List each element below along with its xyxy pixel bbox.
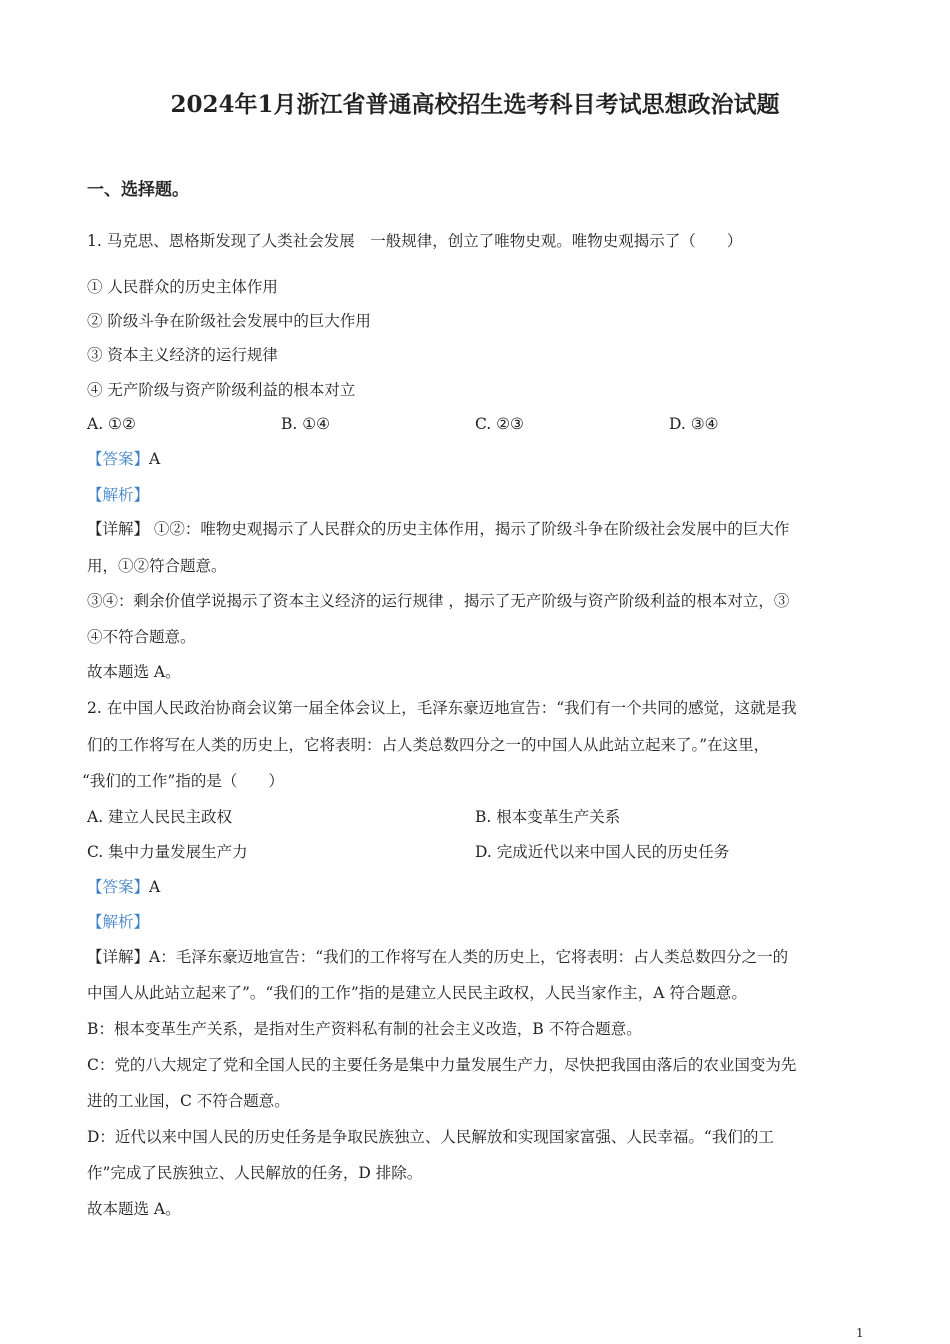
q1-detail-line: ③④：剩余价值学说揭示了资本主义经济的运行规律 ，揭示了无产阶级与资产阶级利益的根本对立，③	[87, 592, 790, 610]
q1-item: ④ 无产阶级与资产阶级利益的根本对立	[87, 381, 356, 399]
answer-value: A	[149, 878, 161, 896]
q2-detail-line: 作”完成了民族独立、人民解放的任务，D 排除。	[87, 1164, 423, 1182]
q2-detail-line: D：近代以来中国人民的历史任务是争取民族独立、人民解放和实现国家富强、人民幸福。“我们的工	[87, 1128, 774, 1146]
q2-detail-line: 中国人从此站立起来了”。“我们的工作”指的是建立人民民主政权，人民当家作主，A 符合题意。	[87, 984, 747, 1002]
q2-detail-line: C：党的八大规定了党和全国人民的主要任务是集中力量发展生产力，尽快把我国由落后的农业国变为先	[87, 1056, 797, 1074]
q1-option-a: A. ①②	[87, 415, 136, 433]
q2-detail-line: 故本题选 A。	[87, 1200, 181, 1218]
q2-stem-line: 们的工作将写在人类的历史上，它将表明：占人类总数四分之一的中国人从此站立起来了。”在这里，	[87, 736, 770, 754]
q1-detail-line: ④不符合题意。	[87, 628, 196, 646]
q2-option-a: A. 建立人民民主政权	[87, 808, 233, 826]
q1-answer	[87, 449, 160, 469]
q2-detail-line: 进的工业国，C 不符合题意。	[87, 1092, 290, 1110]
q1-detail-line: 用，①②符合题意。	[87, 557, 227, 575]
q2-detail-line: 【详解】A：毛泽东豪迈地宣告：“我们的工作将写在人类的历史上，它将表明：占人类总数四分之一的	[87, 948, 789, 966]
q1-item: ① 人民群众的历史主体作用	[87, 278, 278, 296]
q1-stem: 1. 马克思、恩格斯发现了人类社会发展 一般规律，创立了唯物史观。唯物史观揭示了（ ）	[87, 232, 743, 250]
q2-stem-line: 2. 在中国人民政治协商会议第一届全体会议上，毛泽东豪迈地宣告：“我们有一个共同的感觉，这就是我	[87, 699, 797, 717]
q1-item: ③ 资本主义经济的运行规律	[87, 346, 278, 364]
q2-stem-line: “我们的工作”指的是（ ）	[82, 772, 284, 790]
q1-analysis-label: 【解析】	[87, 486, 150, 504]
page-number: 1	[856, 1326, 864, 1340]
q1-option-c: C. ②③	[475, 415, 524, 433]
answer-label: 【答案】	[87, 450, 150, 468]
answer-value: A	[149, 450, 161, 468]
q1-detail-line: 故本题选 A。	[87, 663, 181, 681]
page-title: 2024年1月浙江省普通高校招生选考科目考试思想政治试题	[170, 91, 780, 118]
q2-option-d: D. 完成近代以来中国人民的历史任务	[475, 843, 730, 861]
q2-analysis-label: 【解析】	[87, 913, 150, 931]
q2-option-b: B. 根本变革生产关系	[475, 808, 621, 826]
q2-answer	[87, 877, 160, 897]
q1-option-b: B. ①④	[281, 415, 331, 433]
q2-option-c: C. 集中力量发展生产力	[87, 843, 248, 861]
q2-detail-line: B：根本变革生产关系，是指对生产资料私有制的社会主义改造，B 不符合题意。	[87, 1020, 642, 1038]
q1-item: ② 阶级斗争在阶级社会发展中的巨大作用	[87, 312, 371, 330]
q1-option-d: D. ③④	[669, 415, 719, 433]
section-heading: 一、选择题。	[87, 180, 189, 200]
answer-label: 【答案】	[87, 878, 150, 896]
q1-detail-line: 【详解】 ①②：唯物史观揭示了人民群众的历史主体作用，揭示了阶级斗争在阶级社会发展中的巨大作	[87, 520, 790, 538]
